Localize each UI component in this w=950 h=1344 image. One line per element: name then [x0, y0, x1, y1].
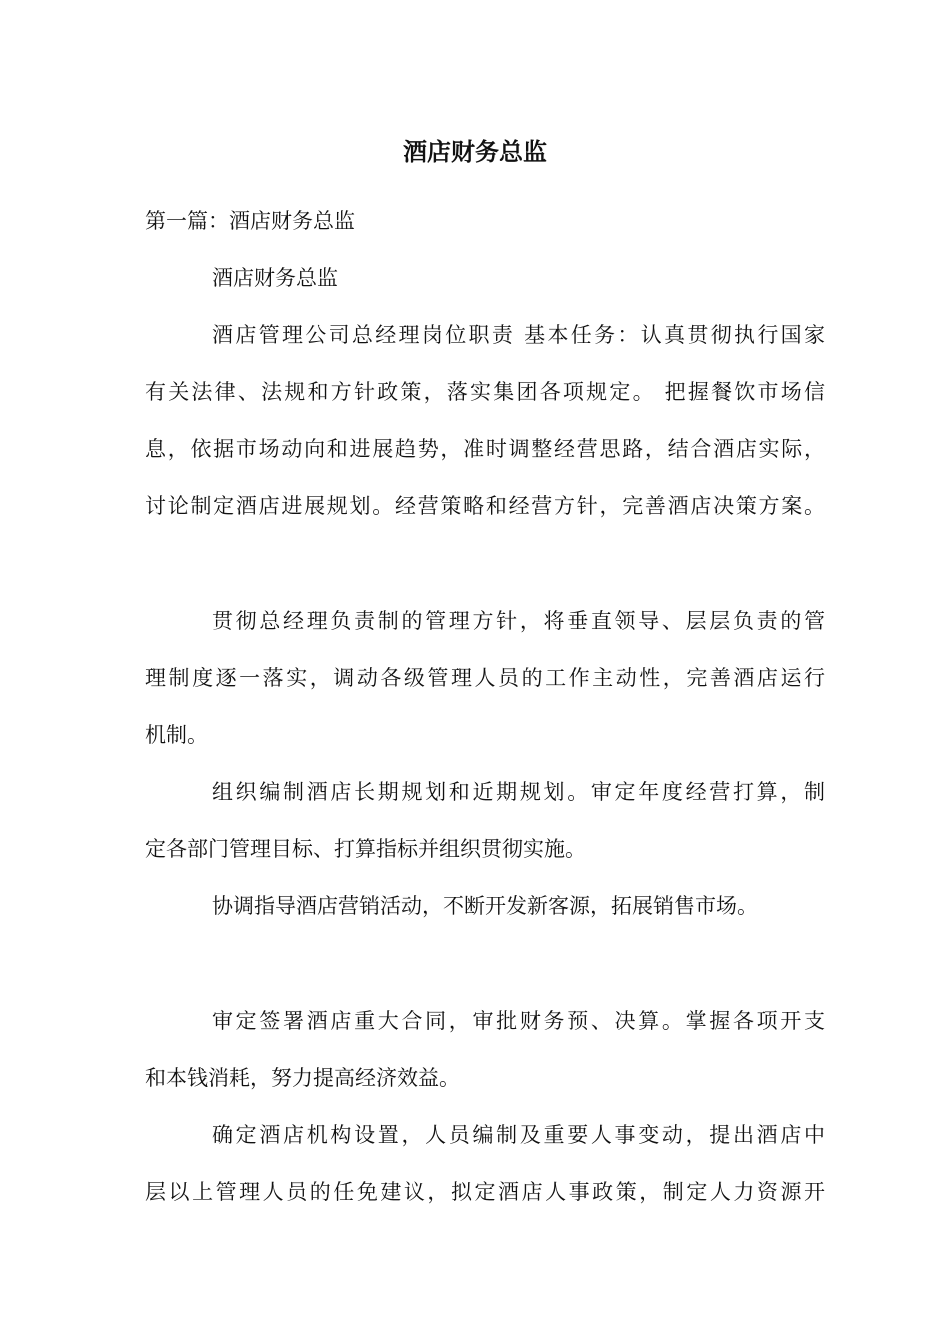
- section-heading: 第一篇：酒店财务总监: [145, 209, 355, 233]
- paragraph-line: 理制度逐一落实，调动各级管理人员的工作主动性，完善酒店运行: [145, 666, 825, 690]
- paragraph-line: 组织编制酒店长期规划和近期规划。审定年度经营打算，制: [212, 780, 825, 804]
- paragraph-line: 定各部门管理目标、打算指标并组织贯彻实施。: [145, 837, 586, 861]
- paragraph-line: 协调指导酒店营销活动，不断开发新客源，拓展销售市场。: [212, 894, 758, 918]
- paragraph-line: 和本钱消耗，努力提高经济效益。: [145, 1066, 460, 1090]
- paragraph-line: 讨论制定酒店进展规划。经营策略和经营方针，完善酒店决策方案。: [145, 494, 825, 518]
- paragraph-line: 机制。: [145, 723, 208, 747]
- subtitle-line: 酒店财务总监: [212, 266, 338, 290]
- paragraph-line: 贯彻总经理负责制的管理方针，将垂直领导、层层负责的管: [212, 609, 825, 633]
- paragraph-line: 酒店管理公司总经理岗位职责 基本任务：认真贯彻执行国家: [212, 323, 825, 347]
- paragraph-line: 确定酒店机构设置，人员编制及重要人事变动，提出酒店中: [212, 1123, 825, 1147]
- paragraph-line: 有关法律、法规和方针政策，落实集团各项规定。 把握餐饮市场信: [145, 380, 825, 404]
- paragraph-line: 息，依据市场动向和进展趋势，准时调整经营思路，结合酒店实际，: [145, 437, 825, 461]
- paragraph-line: 审定签署酒店重大合同，审批财务预、决算。掌握各项开支: [212, 1009, 825, 1033]
- paragraph-line: 层以上管理人员的任免建议，拟定酒店人事政策，制定人力资源开: [145, 1180, 825, 1204]
- document-title: 酒店财务总监: [403, 137, 547, 166]
